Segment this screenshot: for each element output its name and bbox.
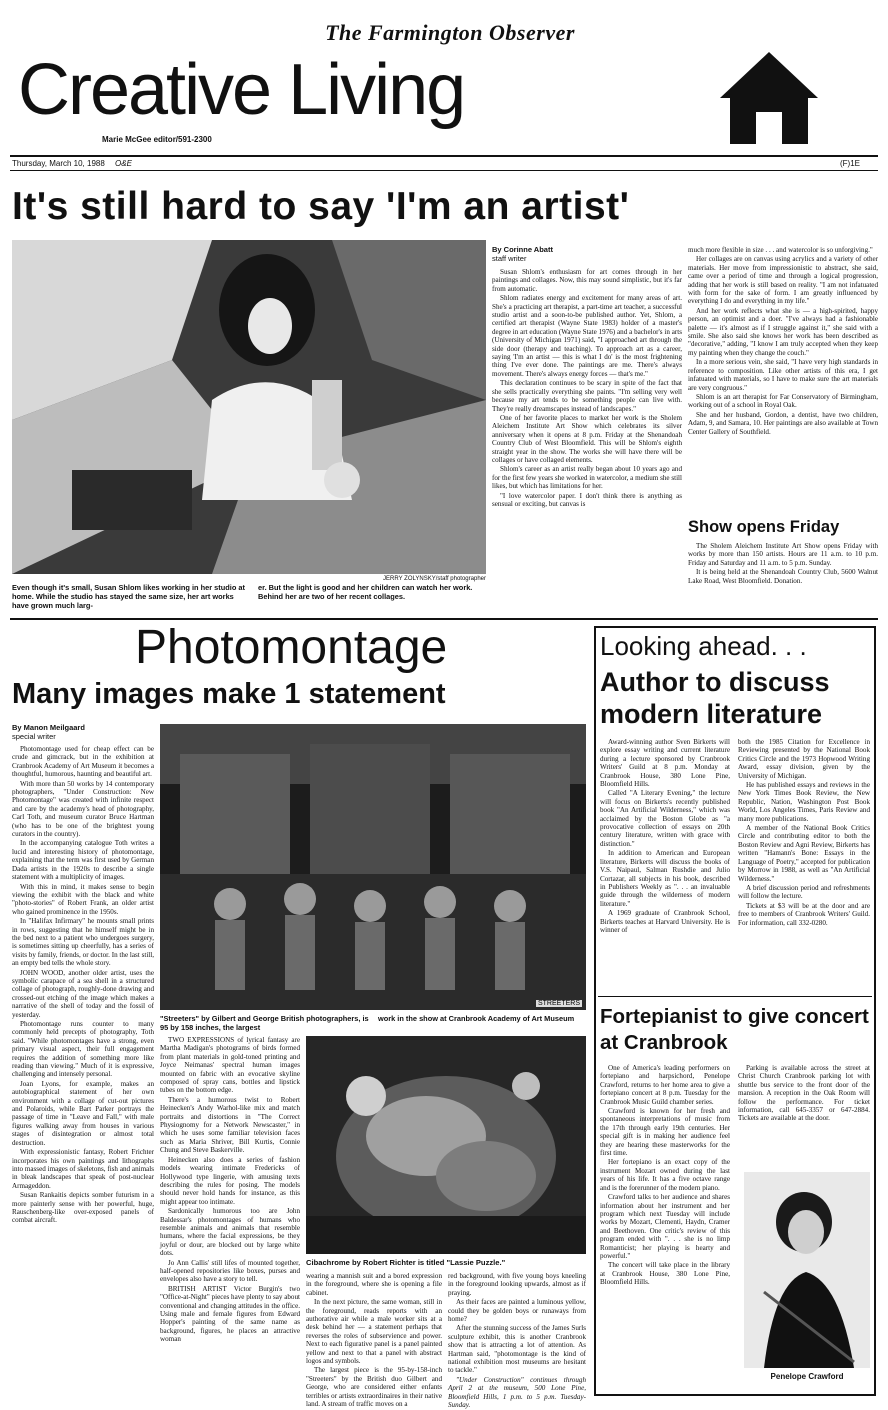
paragraph: Shlom's career as an artist really began about 10 years ago and for the first few years she worked in watercolor, a medium she still likes, but which has limitations for her. xyxy=(492,465,682,491)
studio-photo xyxy=(12,240,486,574)
paragraph: A brief discussion period and refreshments will follow the lecture. xyxy=(738,883,870,901)
paragraph: The concert will take place in the library at Cranbrook House, 380 Lone Pine, Bloomfield Hills. xyxy=(600,1261,730,1287)
page-number: (F)1E xyxy=(840,159,860,168)
date-rule xyxy=(10,170,878,171)
main-subhead: Show opens Friday xyxy=(688,518,840,536)
house-logo-icon xyxy=(716,48,822,148)
byline-name: By Manon Meilgaard xyxy=(12,723,85,732)
photomontage-col1 xyxy=(12,745,154,1395)
paragraph: Crawford talks to her audience and shares information about her instrument and her program which next Tuesday will include works by Mozart, Clementi, Haydn, Cramer and Beethoven. One critic's review of this program ended with ". . . she is no limp Romanticist; her playing is hearty and powerful." xyxy=(600,1193,730,1260)
paragraph: In addition to American and European literature, Birkerts will discuss the books of V.S. Naipaul, Salman Rushdie and Julio Cortazar, all subjects in his book, described in Publishers Weekly as ". . . an invaluable guide through the wilderness of modern literature." xyxy=(600,849,730,908)
photomontage-col3 xyxy=(306,1272,442,1409)
main-story-col2-after xyxy=(688,542,878,612)
paragraph: She and her husband, Gordon, a dentist, have two children, Adam, 9, and Samara, 10. Her paintings are also available at Town Center Gallery of Southfield. xyxy=(688,410,878,436)
paragraph: One of America's leading performers on fortepiano and harpsichord, Penelope Crawford, returns to her home area to give a fortepiano concert at 8 p.m. Tuesday for the Cranbrook Music Guild chamber series. xyxy=(600,1064,730,1106)
edition-text: O&E xyxy=(115,159,132,168)
paragraph: In the next picture, the same woman, still in the foreground, reads reports with an authorative air while a male worker sits at a desk behind her — a statement perhaps that reverses the roles of subservience and power. Next to each figurative panel is a panel painted yellow and next to that a panel with abstract logos and symbols. xyxy=(306,1298,442,1366)
photo-credit: JERRY ZOLYNSKY/staff photographer xyxy=(383,576,486,582)
masthead-rule xyxy=(10,155,878,157)
paragraph: This declaration continues to be scary in spite of the fact that she sells practically everything she paints. "I'm selling very well because my art tends to be something people can live with. They're really dreamscapes instead of landscapes." xyxy=(492,379,682,413)
main-story-col2 xyxy=(688,246,878,514)
lassie-puzzle-photo xyxy=(306,1036,586,1254)
byline-role: staff writer xyxy=(492,253,527,263)
photomontage-kicker: Photomontage xyxy=(135,621,448,674)
paragraph: It is being held at the Shenandoah Country Club, 5600 Walnut Lake Road, West Bloomfield. Donation. xyxy=(688,568,878,585)
paragraph: Jo Ann Callis' still lifes of mounted together, half-opened repositories like boxes, purses and envelopes also have a story to tell. xyxy=(160,1258,300,1284)
photo-watermark: STREETERS xyxy=(537,1000,580,1007)
photomontage-col2 xyxy=(160,1036,300,1396)
paragraph: Her fortepiano is an exact copy of the instrument Mozart owned during the last years of his life. It has a five octave range and is the forerunner of the modern piano. xyxy=(600,1158,730,1192)
byline-name: By Corinne Abatt xyxy=(492,245,553,254)
date-text: Thursday, March 10, 1988 xyxy=(12,159,105,168)
paragraph: TWO EXPRESSIONS of lyrical fantasy are Martha Madigan's photograms of birds formed from plant materials in gold-toned printing and Joyce Neimanas' spectral human images mounted on fabric with an evocative skyline composed of spray cans, bottles and lipstick tubes on the bottom edge. xyxy=(160,1036,300,1095)
sidebar-col1 xyxy=(600,738,730,986)
portrait-caption: Penelope Crawford xyxy=(770,1372,844,1381)
lassie-puzzle-caption: Cibachrome by Robert Richter is titled "Lassie Puzzle." xyxy=(306,1258,506,1267)
paragraph: "I love watercolor paper. I don't think there is anything as sensual or exciting, but canvas is xyxy=(492,491,682,508)
paragraph: Tickets at $3 will be at the door and are free to members of Cranbrook Writers' Guild. For information, call 332-0280. xyxy=(738,901,870,927)
main-headline: It's still hard to say 'I'm an artist' xyxy=(12,185,630,228)
streeters-caption-right: work in the show at Cranbrook Academy of Art Museum xyxy=(378,1014,575,1023)
streeters-photo xyxy=(160,724,586,1010)
paragraph: As their faces are painted a luminous yellow, could they be golden boys or runaways from home? xyxy=(448,1298,586,1324)
newspaper-nameplate: The Farmington Observer xyxy=(325,20,575,45)
paragraph: much more flexible in size . . . and watercolor is so unforgiving." xyxy=(688,246,873,254)
paragraph: Susan Rankaitis depicts somber futurism in a more painterly sense with her powerful, huge, Rauschenberg-like over-exposed panels of combat aircraft. xyxy=(12,1191,154,1225)
paragraph: A member of the National Book Critics Circle and contributing editor to both the Boston Review and Agni Review, Birkerts has written "Hamann's Bone: Essays in the Language of Poetry," accepted for publication by Morrow in 1988, as well as "An Artificial Wilderness." xyxy=(738,824,870,883)
paragraph: "Under Construction" continues through April 2 at the museum, 500 Lone Pine, Bloomfield Hills, 1 p.m. to 5 p.m. Tuesday-Sunday. xyxy=(448,1375,586,1410)
crawford-portrait xyxy=(744,1172,870,1368)
photomontage-headline: Many images make 1 statement xyxy=(12,678,446,710)
editor-line: Marie McGee editor/591-2300 xyxy=(102,135,212,144)
section-title: Creative Living xyxy=(18,50,465,130)
paragraph: He has published essays and reviews in the New York Times Book Review, the New Republic, Nation, Washington Post Book World, Los Angeles Times, Paris Review and many more publications. xyxy=(738,781,870,823)
paragraph: And her work reflects what she is — a high-spirited, happy person, an optimist and a doer. "I've always had a fashionable palette — it's almost as if I struggle against it," she said with a smile. She also said she knows her work has been described as "decorative," adding, "I know I am truly accepted when they keep my painting when they change the couch." xyxy=(688,306,878,357)
paragraph: Crawford is known for her fresh and spontaneous interpretations of music from the 17th through early 19th centuries. Her special gift is in making her audience feel they are hearing these masterworks for the first time. xyxy=(600,1107,730,1158)
paragraph: With this in mind, it makes sense to begin viewing the exhibit with the black and white "photo-stories" of Robert Frank, an older artist who gained prominence in the 1950s. xyxy=(12,882,154,916)
paragraph: Shlom radiates energy and excitement for many areas of art. She's a practicing art therapist, a part-time art teacher, a successful studio artist and a soon-to-be published author. Yet, Shlom, a certified art therapist (Wayne State 1983) holder of a master's degree in art education (Wayne State 1976) and a bachelor's in arts (University of Michigan 1971) said, "I approached art through the side door (therapy and teaching). To approach art as a career, saying 'I'm an artist — this is what I do' is the most frightening thing I've ever done. The paintings are me. There's always movement. There's always energy forces — that's me." xyxy=(492,294,682,378)
paragraph: wearing a mannish suit and a bored expression in the foreground, where she is opening a file cabinet. xyxy=(306,1272,442,1297)
paragraph: Shlom is an art therapist for Far Conservatory of Birmingham, working out of a school in Royal Oak. xyxy=(688,392,878,410)
paragraph: With more than 50 works by 14 contemporary photographers, "Under Construction: New Photomontage" was created with infinite respect and care by the academy's head of photography, Carl Toth, and museum curator Bruce Hartman (who has to be one of the brightest young curators in the country). xyxy=(12,779,154,839)
photo-caption-right: er. But the light is good and her children can watch her work. Behind her are two of her recent collages. xyxy=(258,583,473,601)
paragraph: Parking is available across the street at Christ Church Cranbrook parking lot with shuttle bus service to the front door of the mansion. A reception in the Oak Room will follow the performance. For ticket information, call 645-3357 or 647-2884. Tickets are available at the door. xyxy=(738,1064,870,1123)
paragraph: One of her favorite places to market her work is the Sholem Aleichem Institute Art Show which celebrates its silver anniversary when it opens at 8 p.m. Friday at the Shenandoah Country Club of West Bloomfield. This will be Shlom's eighth straight year in the show. The works she will have there will be collages or have collaged elements. xyxy=(492,413,682,464)
photo-caption-left: Even though it's small, Susan Shlom likes working in her studio at home. While the studio has stayed the same size, her art works have grown much larg- xyxy=(12,583,245,610)
photomontage-byline xyxy=(12,724,152,741)
paragraph: In the accompanying catalogue Toth writes a lucid and interesting history of photomontage, explaining that the term was first used by German Dada artists in the 1920s to describe a single statement with a multiplicity of images. xyxy=(12,839,154,882)
paragraph: In "Halifax Infirmary" he mounts small prints in rows, suggesting that he himself might be in the bed next to a patient who undergoes surgery, is sometimes sitting up cheerfully, has a series of visits by family, friends, or doctor. In the last still, an empty bed tells the whole story. xyxy=(12,917,154,968)
sidebar-col2 xyxy=(738,738,870,988)
paragraph: In a more serious vein, she said, "I have very high standards in reference to composition. Like other artists of this era, I get infatuated with materials, so I have to make sure the art materials are very congruous." xyxy=(688,358,878,392)
paragraph: both the 1985 Citation for Excellence in Reviewing presented by the National Book Critics Circle and the 1973 Hopwood Writing Award, essay division, given by the University of Michigan. xyxy=(738,738,870,780)
paragraph: The largest piece is the 95-by-158-inch "Streeters" by the British duo Gilbert and George, who are considered either enfants terribles or artists extraordinaires in their native land. A stream of traffic moves on a xyxy=(306,1366,442,1409)
sidebar-kicker: Looking ahead. . . xyxy=(600,631,807,661)
paragraph: After the stunning success of the James Surls sculpture exhibit, this is another Cranbrook show that is attracting a lot of attention. As Hartman said, "photomontage is the kind of national exhibition most museums are hesitant to tackle." xyxy=(448,1324,586,1375)
paragraph: Her collages are on canvas using acrylics and a variety of other materials. Her move from impressionistic to abstract, she said, came over a period of time and through a logical progression, adding that her work is still based on reality. "I am not infatuated with form for the sake of form. I am greatly influenced by everything I do and everything in my life." xyxy=(688,255,878,306)
paragraph: Joan Lyons, for example, makes an autobiographical statement of her own environment with a collage of cut-out pictures and Polaroids, while Bart Parker portrays the passage of time in "Leave and Fall," with male figures walking away from houses in various stages of disintegration or almost total destruction. xyxy=(12,1079,154,1147)
paragraph: Susan Shlom's enthusiasm for art comes through in her paintings and collages. Now, this may sound simplistic, but it's far from automatic. xyxy=(492,268,682,293)
sidebar-headline-2: Fortepianist to give concert at Cranbrook xyxy=(600,1005,869,1054)
paragraph: Award-winning author Sven Birkerts will explore essay writing and current literature during a lecture sponsored by Cranbrook Writers' Guild at 8 p.m. Monday at Cranbrook House, 380 Lone Pine, Bloomfield Hills. xyxy=(600,738,730,789)
paragraph: red background, with five young boys kneeling in the foreground looking upwards, almost as if praying. xyxy=(448,1272,586,1297)
paragraph: Sardonically humorous too are John Baldessar's photomontages of humans who resemble animals and animals that resemble humans, where the facial expressions, be they joyful or dour, are blocked out by large white dots. xyxy=(160,1207,300,1258)
main-story-col1 xyxy=(492,268,682,612)
paragraph: Called "A Literary Evening," the lecture will focus on Birkerts's recently published book "An Artificial Wilderness," which was acclaimed by the Boston Globe as "a provocative collection of essays on 20th century literature, written with grace with distinction." xyxy=(600,789,730,848)
streeters-caption-left: "Streeters" by Gilbert and George British photographers, is 95 by 158 inches, the largest xyxy=(160,1014,369,1032)
paragraph: Photomontage runs counter to many commonly held precepts of photography, Toth said. "While photomontages have a strong, even primary visual aspect, their full engagement requires the addition of something more like reading than viewing." Much of it is expressive, challenging and intensely personal. xyxy=(12,1020,154,1079)
paragraph: There's a humorous twist to Robert Heinecken's Andy Warhol-like mix and match portraits and distortions in "The Correct Physiognomy for a Network Newscaster," in which he uses some familiar television faces such as Maria Shriver, Bill Kurtis, Connie Chung and Steve Baskerville. xyxy=(160,1095,300,1155)
photomontage-col4 xyxy=(448,1272,586,1410)
paragraph: Photomontage used for cheap effect can be crude and gimcrack, but in the exhibition at Cranbrook Academy of Art Museum it becomes a thoughtful, humorous, haunting and beautiful art. xyxy=(12,745,154,779)
sidebar-divider xyxy=(598,996,872,997)
main-byline xyxy=(492,246,682,263)
paragraph: With expressionistic fantasy, Robert Frichter incorporates his own paintings and lithographs into massed images of skeletons, fish and animals in bleak landscapes that speak of post-nuclear Armageddon. xyxy=(12,1148,154,1190)
paragraph: The Sholem Aleichem Institute Art Show opens Friday with works by more than 150 artists. Hours are 11 a.m. to 10 p.m. Friday and Saturday and 11 a.m. to 5 p.m. Sunday. xyxy=(688,542,878,567)
paragraph: JOHN WOOD, another older artist, uses the symbolic carapace of a sea shell in a structured collage of photograph, roughly-done drawing and crossed-out etching of the image which makes a narrative of the shell of today and the fossil of yesterday. xyxy=(12,968,154,1019)
sidebar-headline: Author to discuss modern literature xyxy=(600,667,830,729)
paragraph: BRITISH ARTIST Victor Burgin's two "Office-at-Night" pieces have plenty to say about conventional and changing attitudes in the office. Using male and female figures from Edward Hopper's painting of the same name as background, figures, he places an attractive woman xyxy=(160,1284,301,1344)
paragraph: A 1969 graduate of Cranbrook School, Birkerts teaches at Harvard University. He is winner of xyxy=(600,909,730,934)
paragraph: Heinecken also does a series of fashion models wearing intimate Fredericks of Hollywood type lingerie, with amusing texts describing the rules for posing. The models should never hold hands for instance, as this might appear too intimate. xyxy=(160,1155,300,1206)
byline-role: special writer xyxy=(12,731,56,741)
sidebar-col3 xyxy=(600,1064,730,1392)
sidebar-col4 xyxy=(738,1064,870,1148)
issue-date xyxy=(12,159,132,168)
